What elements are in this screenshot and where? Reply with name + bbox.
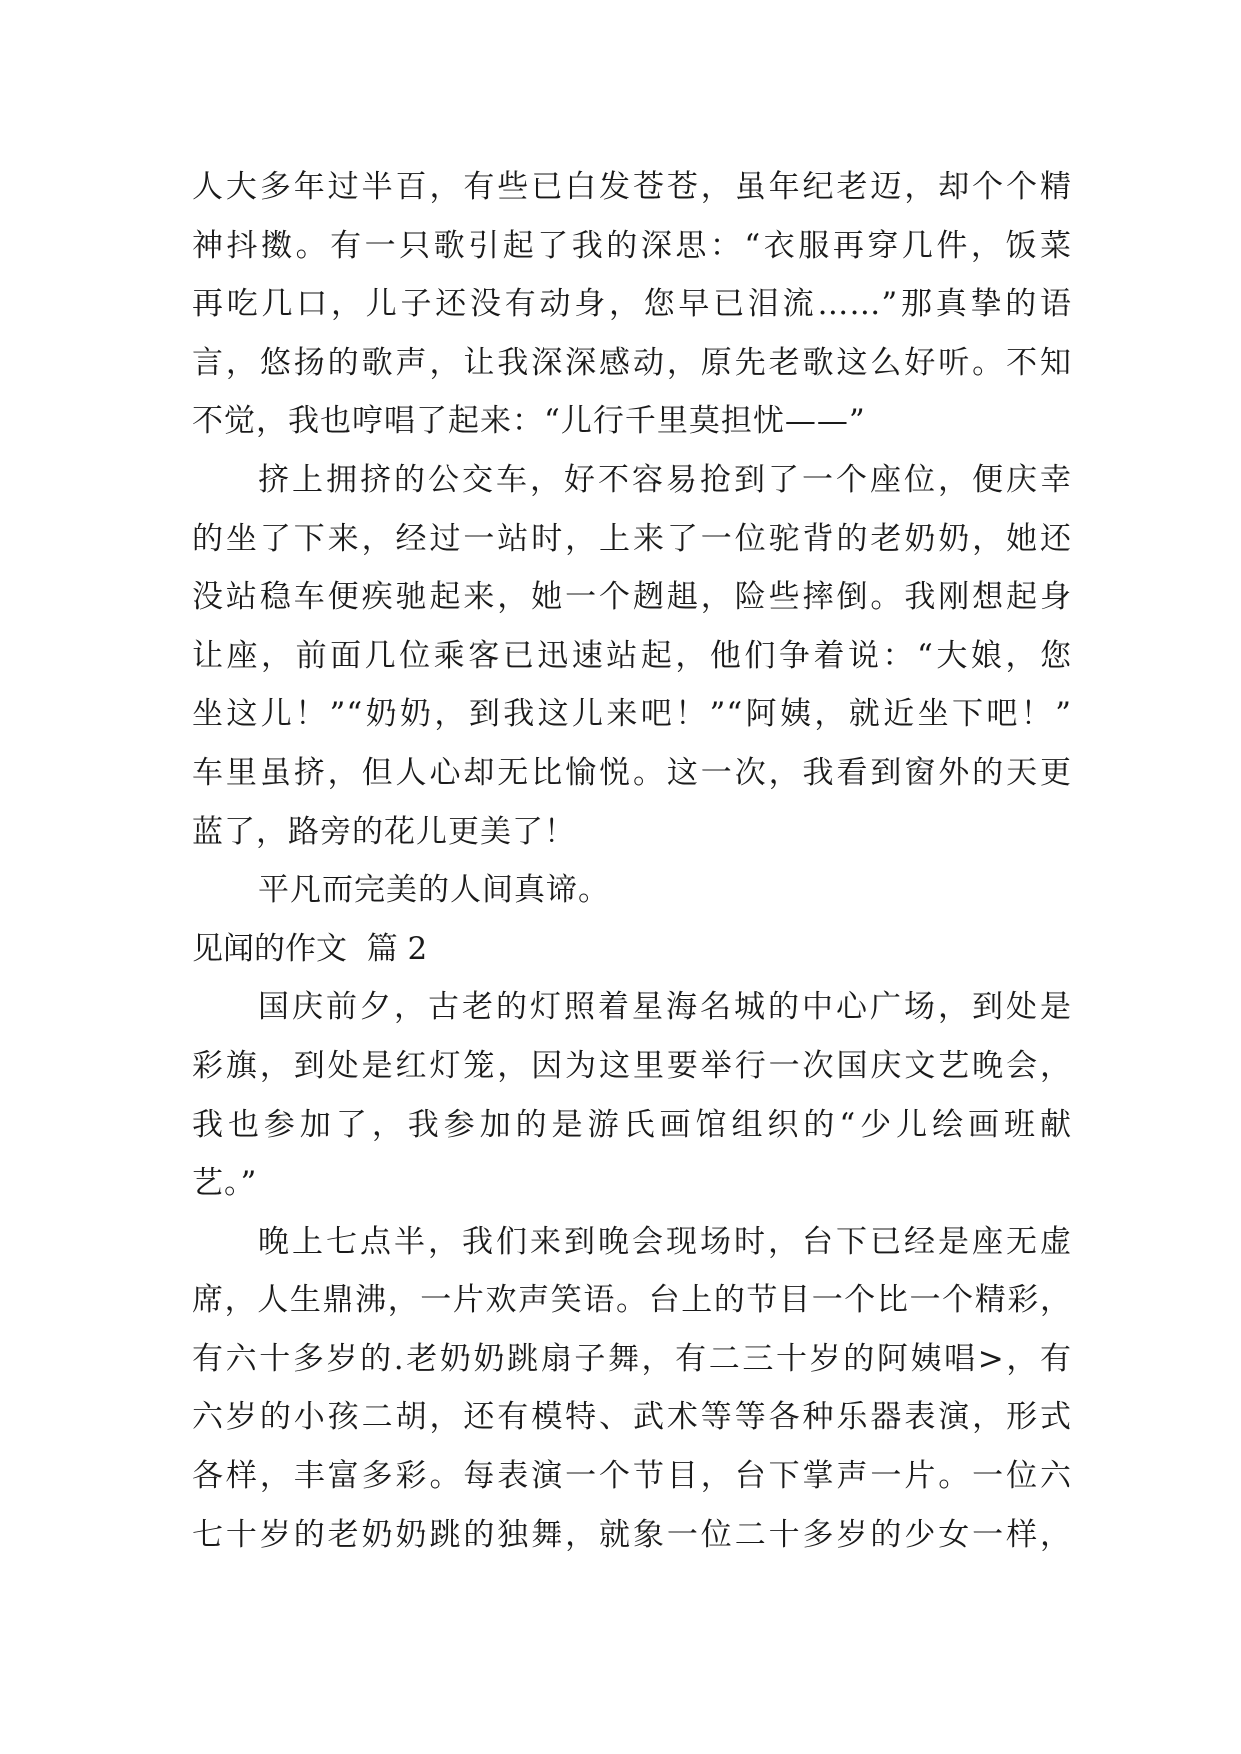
text-line: 言，悠扬的歌声，让我深深感动，原先老歌这么好听。不知 [192, 344, 1072, 381]
text-line: 国庆前夕，古老的灯照着星海名城的中心广场，到处是 [258, 989, 1072, 1026]
text-line: 平凡而完美的人间真谛。 [258, 872, 610, 909]
text-line: 彩旗，到处是红灯笼，因为这里要举行一次国庆文艺晚会， [192, 1047, 1072, 1084]
text-line: 各样，丰富多彩。每表演一个节目，台下掌声一片。一位六 [192, 1458, 1072, 1495]
text-line: 让座，前面几位乘客已迅速站起，他们争着说：“大娘，您 [192, 637, 1072, 674]
heading-text: 见闻的作文 篇 2 [192, 930, 428, 967]
text-line: 的坐了下来，经过一站时，上来了一位驼背的老奶奶，她还 [192, 520, 1072, 557]
paragraph [192, 158, 1072, 451]
text-line: 不觉，我也哼唱了起来：“儿行千里莫担忧——” [192, 403, 866, 440]
paragraph [192, 861, 1072, 920]
text-line: 六岁的小孩二胡，还有模特、武术等等各种乐器表演，形式 [192, 1399, 1072, 1436]
article-text [192, 158, 1072, 1564]
text-line: 蓝了，路旁的花儿更美了！ [192, 813, 576, 850]
text-line: 艺。” [192, 1165, 258, 1202]
paragraph [192, 978, 1072, 1212]
text-line: 人大多年过半百，有些已白发苍苍，虽年纪老迈，却个个精 [192, 169, 1072, 205]
text-line: 车里虽挤，但人心却无比愉悦。这一次，我看到窗外的天更 [192, 754, 1072, 791]
paragraph [192, 1213, 1072, 1565]
text-line: 没站稳车便疾驰起来，她一个趔趄，险些摔倒。我刚想起身 [192, 579, 1072, 616]
text-line: 坐这儿！”“奶奶，到我这儿来吧！”“阿姨，就近坐下吧！” [192, 696, 1072, 733]
text-line: 我也参加了，我参加的是游氏画馆组织的“少儿绘画班献 [192, 1106, 1072, 1143]
text-line: 晚上七点半，我们来到晚会现场时，台下已经是座无虚 [258, 1223, 1072, 1260]
text-line: 有六十多岁的.老奶奶跳扇子舞，有二三十岁的阿姨唱>，有 [192, 1340, 1072, 1377]
paragraph [192, 451, 1072, 861]
text-line: 席，人生鼎沸，一片欢声笑语。台上的节目一个比一个精彩， [192, 1282, 1072, 1319]
text-line: 七十岁的老奶奶跳的独舞，就象一位二十多岁的少女一样， [192, 1516, 1072, 1553]
text-line: 再吃几口，儿子还没有动身，您早已泪流……”那真挚的语 [192, 286, 1072, 323]
text-line: 神抖擞。有一只歌引起了我的深思：“衣服再穿几件，饭菜 [192, 227, 1072, 264]
section-heading [192, 920, 1072, 979]
text-line: 挤上拥挤的公交车，好不容易抢到了一个座位，便庆幸 [258, 461, 1072, 498]
